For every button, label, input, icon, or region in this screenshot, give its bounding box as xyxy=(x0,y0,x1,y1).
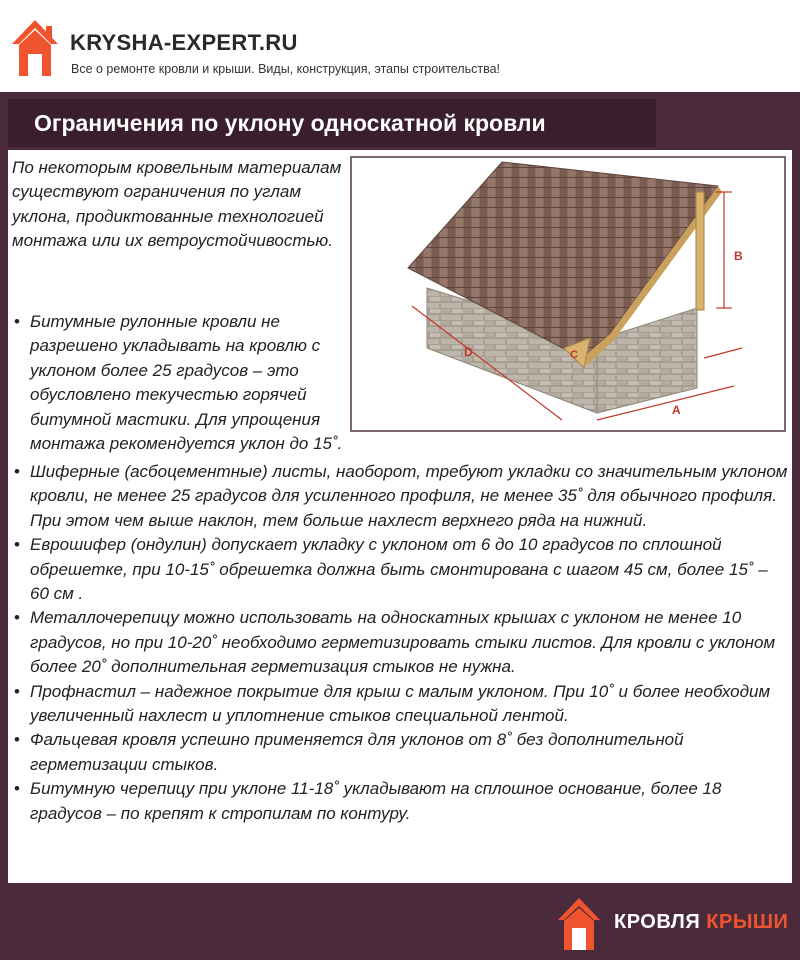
support-post xyxy=(696,192,704,310)
list-item: • Фальцевая кровля успешно применяется для уклонов от 8˚ без дополнительной герметизации стыков. xyxy=(12,728,788,777)
list-item: • Битумную черепицу при уклоне 11-18˚ укладывают на сплошное основание, более 18 градусов – по крепят к стропилам по контуру. xyxy=(12,777,788,826)
footer-brand-main: КРОВЛЯ xyxy=(614,911,701,933)
list-item: • Металлочерепицу можно использовать на односкатных крышах с уклоном не менее 10 градусов, но при 10-20˚ необходимо герметизировать стыки листов. Для кровли с уклоном более 20˚ дополнительная герметизация стыков не нужна. xyxy=(12,606,788,679)
site-name[interactable]: KRYSHA-EXPERT.RU xyxy=(70,30,298,55)
footer-brand-accent: КРЫШИ xyxy=(706,911,789,933)
label-a: A xyxy=(672,403,681,417)
page-title: Ограничения по уклону односкатной кровли xyxy=(8,99,656,147)
bullet-bitumen-rolls xyxy=(12,310,350,456)
roof-diagram xyxy=(350,156,786,432)
list-item: • Еврошифер (ондулин) допускает укладку с уклоном от 6 до 10 градусов по сплошной обрешетке, при 10-15˚ обрешетка должна быть смонтирована с шагом 45 см, более 15˚ – 60 см . xyxy=(12,533,788,606)
shed-roof-illustration xyxy=(352,158,784,430)
site-header xyxy=(0,0,800,92)
list-item: • Профнастил – надежное покрытие для крыш с малым уклоном. При 10˚ и более необходим увеличенный нахлест и уплотнение стыков специальной лентой. xyxy=(12,680,788,729)
footer-house-logo-icon[interactable] xyxy=(556,896,602,954)
bullet-list xyxy=(12,460,788,826)
list-item: • Шиферные (асбоцементные) листы, наоборот, требуют укладки со значительным уклоном кровли, не менее 25 градусов для усиленного профиля, не менее 35˚ для обычного профиля. При этом чем выше наклон, тем больше нахлест верхнего ряда на нижний. xyxy=(12,460,788,533)
intro-paragraph: По некоторым кровельным материалам существуют ограничения по углам уклона, продиктованные технологией монтажа или их ветроустойчивостью. xyxy=(12,158,342,251)
footer-brand[interactable] xyxy=(614,911,788,934)
house-logo-icon[interactable] xyxy=(10,18,60,80)
list-item: • Битумные рулонные кровли не разрешено укладывать на кровлю с уклоном более 25 градусов – это обусловлено текучестью горячей битумной мастики. Для упрощения монтажа рекомендуется уклон до 15˚. xyxy=(12,310,368,456)
label-c: C xyxy=(570,349,578,361)
label-d: D xyxy=(464,345,473,359)
label-b: B xyxy=(734,249,743,263)
site-tagline: Все о ремонте кровли и крыши. Виды, конструкция, этапы строительства! xyxy=(71,62,501,76)
